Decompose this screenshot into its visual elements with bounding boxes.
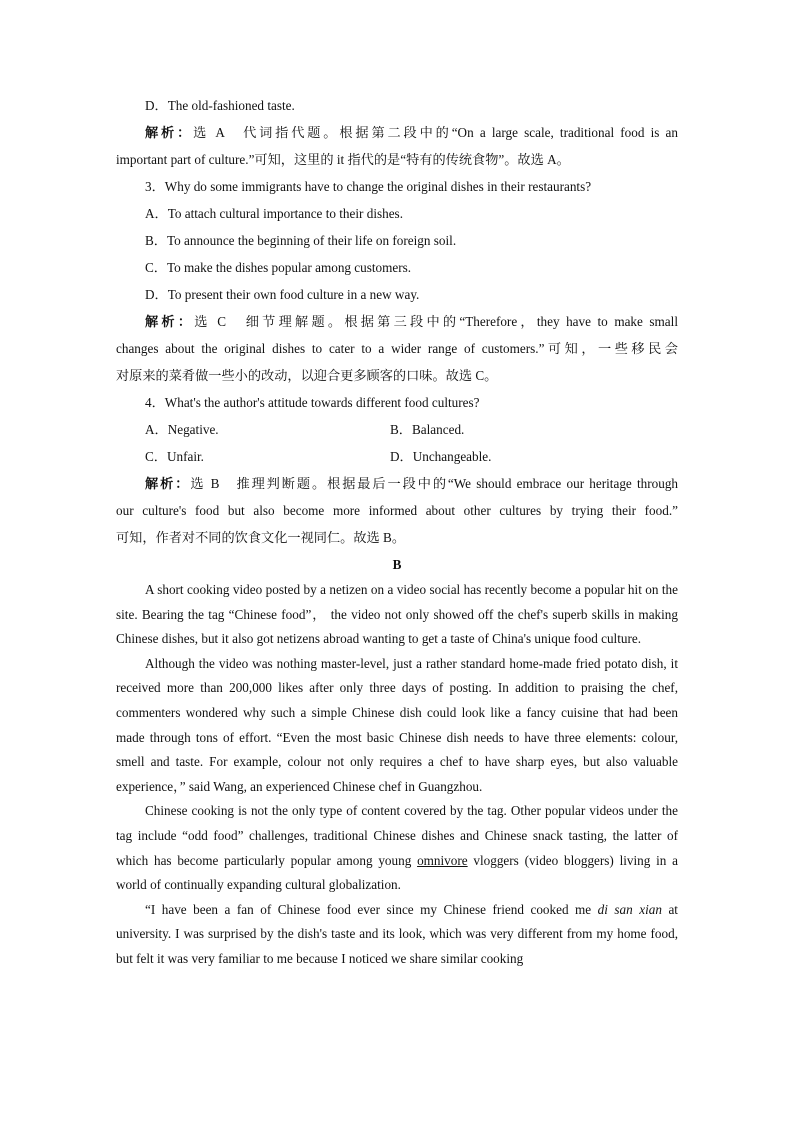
q4-analysis-line2: our culture's food but also become more informed about other cultures by trying their food.” (116, 503, 678, 518)
q4-option-d: D．Unchangeable. (390, 449, 492, 464)
passage-paragraph-4 (116, 898, 678, 972)
q4-option-a: A．Negative. (145, 422, 219, 437)
analysis-label: 解析： (145, 476, 191, 491)
paragraph-text: at university. I was surprised by the dish's taste and its look, which was very different from my home food, but felt it was very familiar to me because I noticed we share similar cooking (116, 901, 678, 966)
q3-analysis-line1 (116, 308, 678, 335)
q4-options-row2 (116, 443, 678, 470)
q3-option-c: C．To make the dishes popular among customers. (145, 260, 412, 275)
analysis-text: 选 B 推理判断题。根据最后一段中的“We should embrace our heritage through (190, 476, 679, 491)
section-b-passage (116, 578, 678, 972)
underlined-word: omnivore (417, 852, 468, 868)
q4-options-row1 (116, 416, 678, 443)
document-page (116, 92, 678, 972)
analysis-label: 解析： (145, 125, 194, 140)
passage-paragraph-1: A short cooking video posted by a netizen on a video social has recently become a popular hit on the site. Bearing the tag “Chinese food”， the video not only showed off the chef's superb skills in making Chinese dishes, but it also got netizens abroad wanting to get a taste of China's unique food culture. (116, 582, 678, 647)
section-b-heading: B (392, 557, 402, 572)
passage-paragraph-2: Although the video was nothing master-level, just a rather standard home-made fried potato dish, it received more than 200,000 likes after only three days of posting. In addition to praising the chef, commenters wondered why such a simple Chinese dish could look like a fancy cuisine that had been made through tons of effort. “Even the most basic Chinese dish needs to have three elements: colour, smell and taste. For example, colour not only requires a chef to have sharp eyes, but also valuable experience，” said Wang, an experienced Chinese chef in Guangzhou. (116, 655, 678, 794)
analysis-label: 解析： (145, 314, 195, 329)
q4-analysis-line1 (116, 470, 678, 497)
q3-option-a: A．To attach cultural importance to their dishes. (145, 206, 403, 221)
q3-option-b: B．To announce the beginning of their life on foreign soil. (145, 233, 457, 248)
q3-question: 3．Why do some immigrants have to change the original dishes in their restaurants? (145, 179, 592, 194)
q3-option-d: D．To present their own food culture in a new way. (145, 287, 420, 302)
q3-analysis-line3: 对原来的菜肴做一些小的改动，以迎合更多顾客的口味。故选 C。 (116, 368, 498, 383)
paragraph-text: Chinese cooking is not the only type of content covered by the tag. Other popular videos under the tag include “odd food” challenges, traditional Chinese dishes and Chinese snack tasting, the latter of which has become particularly popular among young (116, 803, 678, 868)
q2-analysis-line1 (116, 119, 678, 146)
analysis-text: 选 A 代词指代题。根据第二段中的“On a large scale, traditional food is an (193, 125, 678, 140)
q4-analysis-line3: 可知，作者对不同的饮食文化一视同仁。故选 B。 (116, 530, 406, 545)
paragraph-text: “I have been a fan of Chinese food ever since my Chinese friend cooked me (145, 901, 598, 917)
paragraph-text: vloggers (video bloggers) living in a world of continually expanding cultural globalization. (116, 852, 678, 893)
italic-dish-name: di san xian (597, 901, 662, 917)
analysis-text: 选 C 细节理解题。根据第三段中的“Therefore，they have to make small (194, 314, 678, 329)
q4-option-c: C．Unfair. (145, 449, 204, 464)
q2-analysis-line2: important part of culture.”可知，这里的 it 指代的是“特有的传统食物”。故选 A。 (116, 152, 570, 167)
passage-paragraph-3 (116, 799, 678, 897)
q2-option-d: D．The old-fashioned taste. (145, 98, 295, 113)
q4-question: 4．What's the author's attitude towards different food cultures? (145, 395, 480, 410)
q3-analysis-line2: changes about the original dishes to cater to a wider range of customers.”可知，一些移民会 (116, 341, 678, 356)
q4-option-b: B．Balanced. (390, 422, 465, 437)
